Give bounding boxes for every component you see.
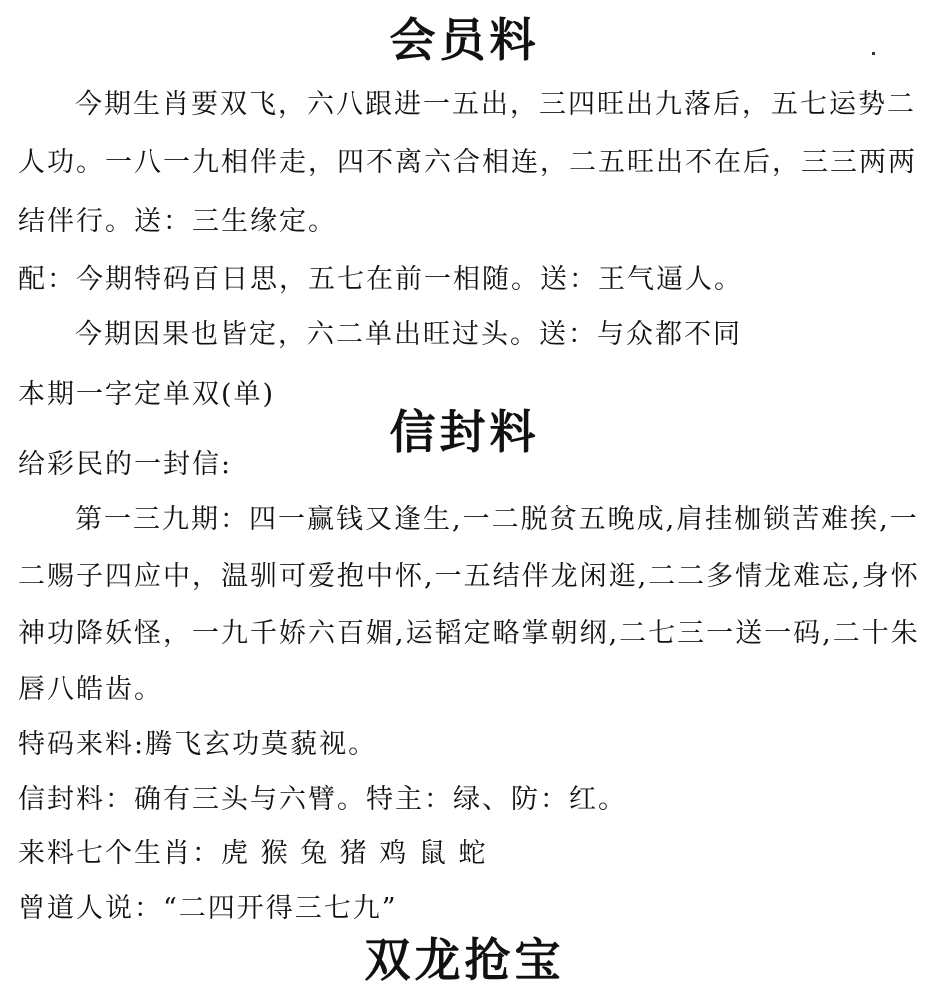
letter-line-8: 来料七个生肖：虎 猴 兔 猪 鸡 鼠 蛇 [18,838,488,869]
member-line-4: 配：今期特码百日思，五七在前一相随。送：王气逼人。 [18,264,743,295]
letter-line-4: 神功降妖怪，一九千娇六百媚,运韬定略掌朝纲,二七三一送一码,二十朱 [18,618,920,649]
member-line-3: 结伴行。送：三生缘定。 [18,206,337,237]
letter-line-7: 信封料：确有三头与六臂。特主：绿、防：红。 [18,784,627,815]
dragon-section-title: 双龙抢宝 [364,933,565,987]
letter-line-9: 曾道人说：“二四开得三七九” [18,893,398,924]
member-line-6: 本期一字定单双(单) [18,379,276,410]
letter-line-6: 特码来料:腾飞玄功莫藐视。 [18,729,378,760]
member-section-title: 会员料 [389,13,540,67]
letter-line-5: 唇八皓齿。 [18,674,163,705]
letter-line-1: 给彩民的一封信: [18,449,233,480]
letter-line-2: 第一三九期：四一赢钱又逢生,一二脱贫五晚成,肩挂枷锁苦难挨,一 [75,504,919,535]
letter-section-title: 信封料 [389,405,540,459]
member-line-2: 人功。一八一九相伴走，四不离六合相连，二五旺出不在后，三三两两 [18,147,917,178]
member-line-1: 今期生肖要双飞，六八跟进一五出，三四旺出九落后，五七运势二 [75,89,916,120]
letter-line-3: 二赐子四应中，温驯可爱抱中怀,一五结伴龙闲逛,二二多情龙难忘,身怀 [18,561,920,592]
member-line-5: 今期因果也皆定，六二单出旺过头。送：与众都不同 [75,319,742,350]
